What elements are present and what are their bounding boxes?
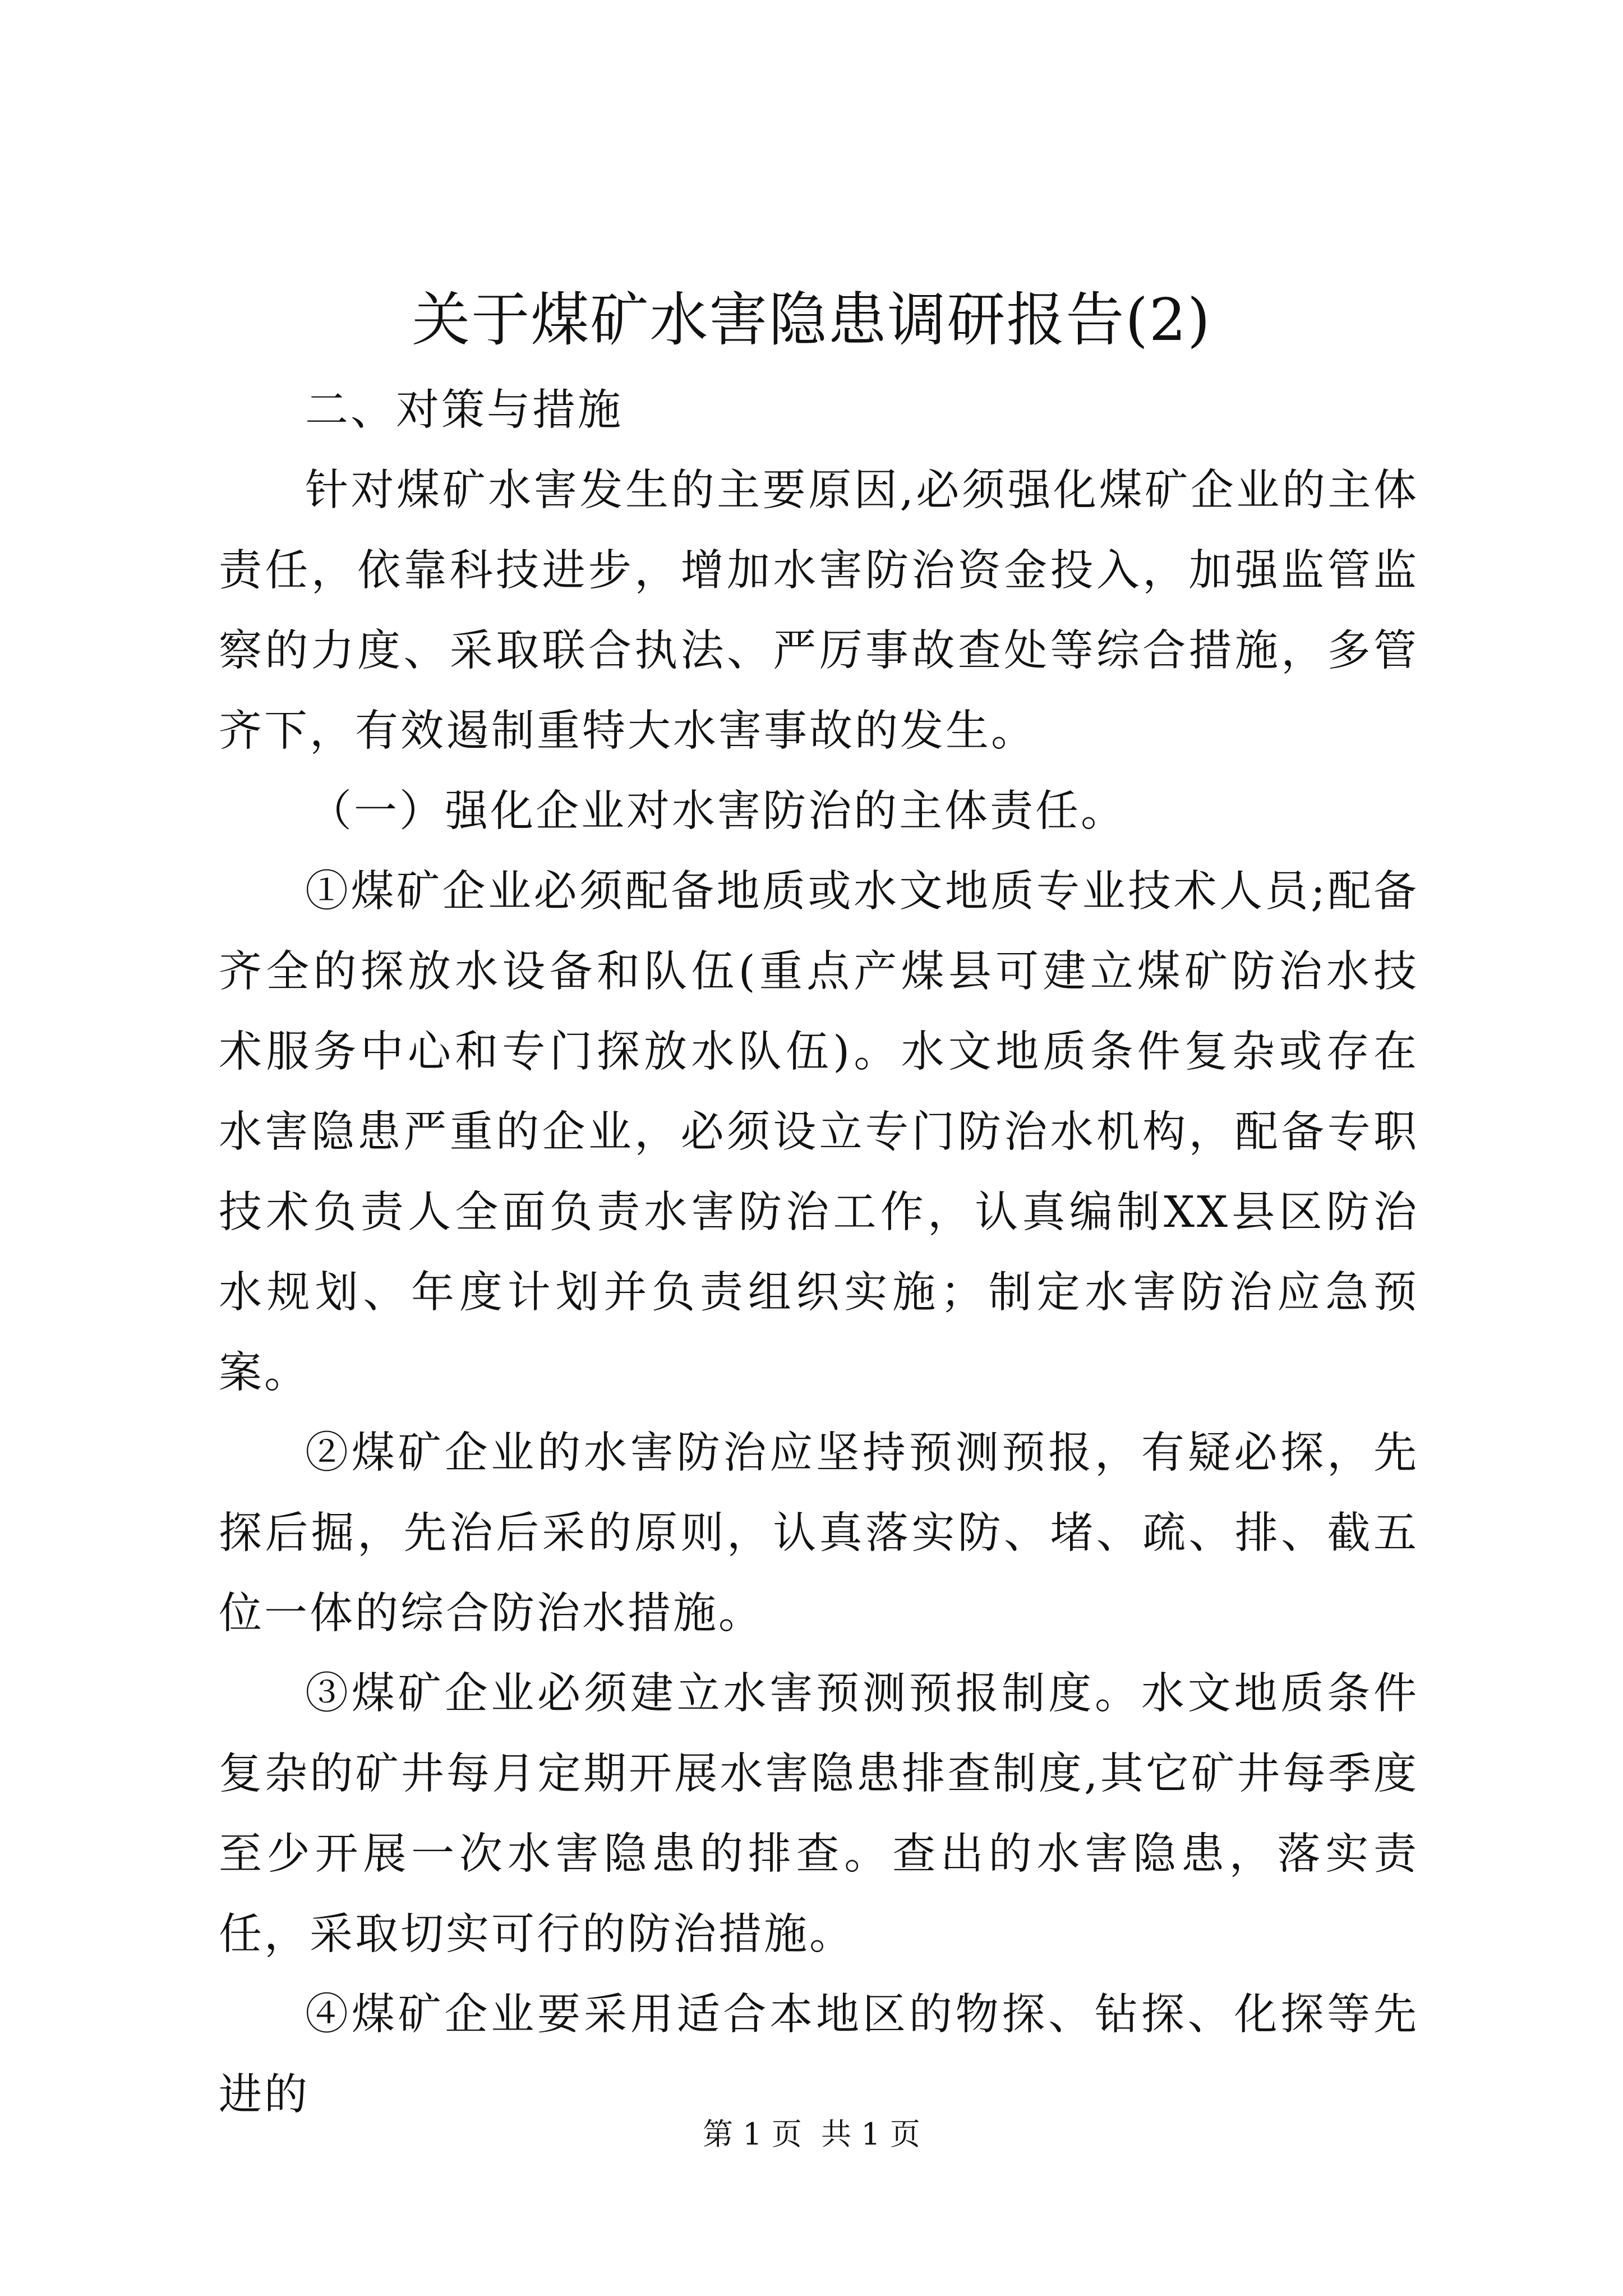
- paragraph-item-4: ④煤矿企业要采用适合本地区的物探、钻探、化探等先进的: [219, 1990, 1419, 2120]
- paragraph-intro: 针对煤矿水害发生的主要原因,必须强化煤矿企业的主体责任，依靠科技进步，增加水害防治资金投入，加强监管监察的力度、采取联合执法、严厉事故查处等综合措施，多管齐下，有效遏制重特大水害事故的发生。: [219, 466, 1419, 756]
- paragraph-item-3: ③煤矿企业必须建立水害预测预报制度。水文地质条件复杂的矿井每月定期开展水害隐患排查制度,其它矿井每季度至少开展一次水害隐患的排查。查出的水害隐患，落实责任，采取切实可行的防治措施。: [219, 1669, 1419, 1959]
- section-heading: 二、对策与措施: [305, 385, 623, 435]
- subsection-heading: （一）强化企业对水害防治的主体责任。: [308, 786, 1126, 836]
- document-body: [219, 370, 1419, 2135]
- document-title: 关于煤矿水害隐患调研报告(2): [412, 286, 1211, 354]
- paragraph-item-2: ②煤矿企业的水害防治应坚持预测预报，有疑必探，先探后掘，先治后采的原则，认真落实防、堵、疏、排、截五位一体的综合防治水措施。: [219, 1428, 1419, 1639]
- paragraph-item-1: ①煤矿企业必须配备地质或水文地质专业技术人员;配备齐全的探放水设备和队伍(重点产煤县可建立煤矿防治水技术服务中心和专门探放水队伍)。水文地质条件复杂或存在水害隐患严重的企业，必须设立专门防治水机构，配备专职技术负责人全面负责水害防治工作，认真编制XX县区防治水规划、年度计划并负责组织实施；制定水害防治应急预案。: [219, 867, 1419, 1398]
- page-footer: 第 1 页 共 1 页: [703, 2116, 920, 2152]
